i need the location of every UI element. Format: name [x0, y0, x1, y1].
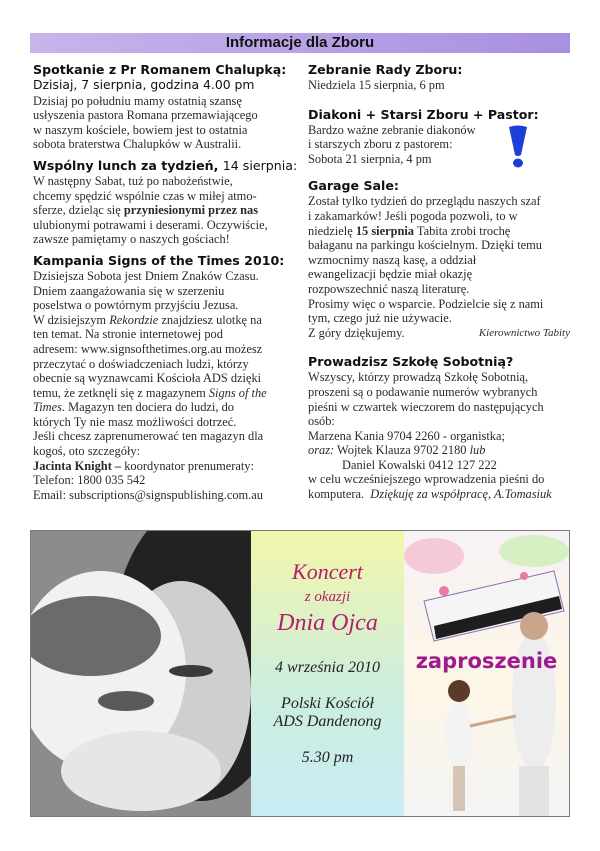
deacons-title: Diakoni + Starsi Zboru + Pastor: — [308, 106, 539, 122]
concert-title: Koncert — [292, 559, 363, 584]
council-title: Zebranie Rady Zboru: — [308, 62, 463, 77]
text-line: Z góry dziękujemy. Kierownictwo Tabity — [308, 325, 570, 340]
concert-time: 5.30 pm — [301, 749, 354, 766]
thanks-signature: Dziękuję za współpracę, A.Tomasiuk — [370, 487, 552, 502]
text-line: kogoś, oto szczegóły: — [33, 444, 141, 459]
text-line: Jeśli chcesz zaprenumerować ten magazyn dla — [33, 429, 264, 444]
meeting-subtitle: Dzisiaj, 7 sierpnia, godzina 4.00 pm — [33, 77, 255, 92]
text-line: Dzisiejsza Sobota jest Dniem Znaków Czasu. — [33, 268, 259, 283]
text-line: sferze, dzieląc się przyniesionymi przez nas — [33, 203, 259, 218]
text-line: chcemy spędzić wspólnie czas w miłej atmo- — [33, 188, 257, 203]
contact-name: Jacinta Knight – — [33, 458, 122, 473]
text-line: i zakamarków! Jeśli pogoda pozwoli, to w — [308, 208, 518, 223]
text-line: temu, że zetknęli się z magazynem Signs of the — [33, 385, 267, 400]
text-line: osób: — [308, 414, 335, 429]
phone-line: Telefon: 1800 035 542 — [33, 473, 146, 488]
contact-line: Marzena Kania 9704 2260 - organistka; — [308, 428, 505, 443]
section-banner — [30, 33, 570, 53]
text-line: i starszych zboru z pastorem: — [308, 137, 453, 152]
left-column — [33, 62, 298, 508]
meeting-section — [33, 62, 298, 152]
contact-line: Jacinta Knight – koordynator prenumeraty: — [33, 458, 254, 473]
meeting-title: Spotkanie z Pr Romanem Chalupką: — [33, 62, 287, 77]
concert-date: 4 września 2010 — [275, 659, 380, 676]
text-line: Dzisiaj po południu mamy ostatnią szansę — [33, 93, 242, 108]
sabbath-school-section — [308, 354, 570, 501]
lunch-section — [33, 158, 298, 247]
text-line: Bardzo ważne zebranie diakonów — [308, 122, 476, 137]
text-line: Wszyscy, którzy prowadzą Szkołę Sobotnią, — [308, 370, 529, 385]
text-line: wzmocnimy naszą kasę, a oddział — [308, 252, 477, 267]
text-line: sobota braterstwa Chalupków w Australii. — [33, 137, 242, 152]
lunch-title: Wspólny lunch za tydzień, 14 sierpnia: — [33, 157, 298, 173]
page-title: Informacje dla Zboru — [225, 34, 375, 51]
text-line: w naszym kościele, bowiem jest to ostatnia — [33, 122, 248, 137]
text-line: ten temat. Na stronie internetowej pod — [33, 327, 223, 342]
council-section — [308, 62, 570, 93]
bold-phrase: przyniesionymi przez nas — [123, 203, 259, 218]
invitation-illustration — [404, 531, 569, 816]
text-line: usłyszenia pastora Romana przemawiającego — [33, 108, 258, 123]
text-line: których Ty nie masz możliwości dotrzeć. — [33, 414, 237, 429]
text-line: Sobota 21 sierpnia, 4 pm — [308, 151, 432, 166]
signature: Kierownictwo Tabity — [478, 326, 570, 339]
text-line: ulubionymi potrawami i deserami. Oczywiście, — [33, 217, 268, 232]
text-line: Niedziela 15 sierpnia, 6 pm — [308, 78, 445, 92]
concert-panel — [251, 531, 404, 816]
text-line: Został tylko tydzień do przeglądu naszych szaf — [308, 194, 541, 209]
text-line: poselstwa o powtórnym przyjściu Jezusa. — [33, 298, 239, 313]
invitation-panel — [404, 531, 569, 816]
text-line: komputera. Dziękuję za współpracę, A.Tomasiuk — [308, 487, 552, 502]
text-line: obecnie są wyznawcami Kościoła ADS dzięki — [33, 371, 262, 386]
contact-line: oraz: Wojtek Klauza 9702 2180 lub — [308, 443, 486, 458]
exclamation-icon — [505, 125, 531, 169]
concert-venue-line1: Polski Kościół — [281, 695, 374, 712]
text-line: W dzisiejszym Rekordzie znajdziesz ulotkę na — [33, 312, 262, 327]
text-line: rozpowszechnić naszą literaturę. — [308, 281, 470, 296]
text-line: tym, czego już nie używacie. — [308, 311, 452, 326]
concert-flyer — [30, 530, 570, 817]
concert-sub: z okazji — [304, 589, 351, 605]
concert-venue-line2: ADS Dandenong — [273, 713, 382, 730]
text-line: ewangelizacji będzie miał okazję — [308, 267, 473, 282]
lunch-date: 14 sierpnia: — [222, 157, 298, 173]
father-child-illustration — [31, 531, 251, 816]
concert-event: Dnia Ojca — [277, 610, 378, 636]
text-line: w celu wcześniejszego wprowadzenia pieśni do — [308, 472, 545, 487]
contact-line: Daniel Kowalski 0412 127 222 — [342, 457, 497, 472]
text-line: przeczytać o doświadczeniach ludzi, którzy — [33, 356, 249, 371]
text-line: Dniem zaangażowania się w szerzeniu — [33, 283, 225, 298]
text-line: Times. Magazyn ten dociera do ludzi, do — [33, 400, 234, 415]
email-line[interactable]: Email: subscriptions@signspublishing.com.au — [33, 487, 263, 502]
garage-sale-title: Garage Sale: — [308, 178, 399, 194]
text-line: proszeni są o podawanie numerów wybranych — [308, 384, 538, 399]
text-line: bałaganu na parkingu kościelnym. Dzięki temu — [308, 238, 542, 253]
sabbath-school-title: Prowadzisz Szkołę Sobotnią? — [308, 354, 514, 370]
invitation-word: zaproszenie — [415, 649, 558, 673]
text-line: pieśni w czwartek wieczorem do następujących — [308, 399, 544, 414]
campaign-section — [33, 253, 298, 503]
text-line: zawsze pamiętamy o naszych gościach! — [33, 232, 230, 247]
father-child-photo — [31, 531, 251, 816]
text-line: W następny Sabat, tuż po nabożeństwie, — [33, 173, 233, 188]
campaign-title: Kampania Signs of the Times 2010: — [33, 252, 285, 268]
text-line: Prosimy więc o wsparcie. Podzielcie się z nami — [308, 296, 544, 311]
website-line: adresem: www.signsofthetimes.org.au możesz — [33, 341, 263, 356]
garage-sale-section — [308, 178, 570, 340]
text-line: niedzielę 15 sierpnia Tabita zrobi trochę — [308, 223, 511, 238]
